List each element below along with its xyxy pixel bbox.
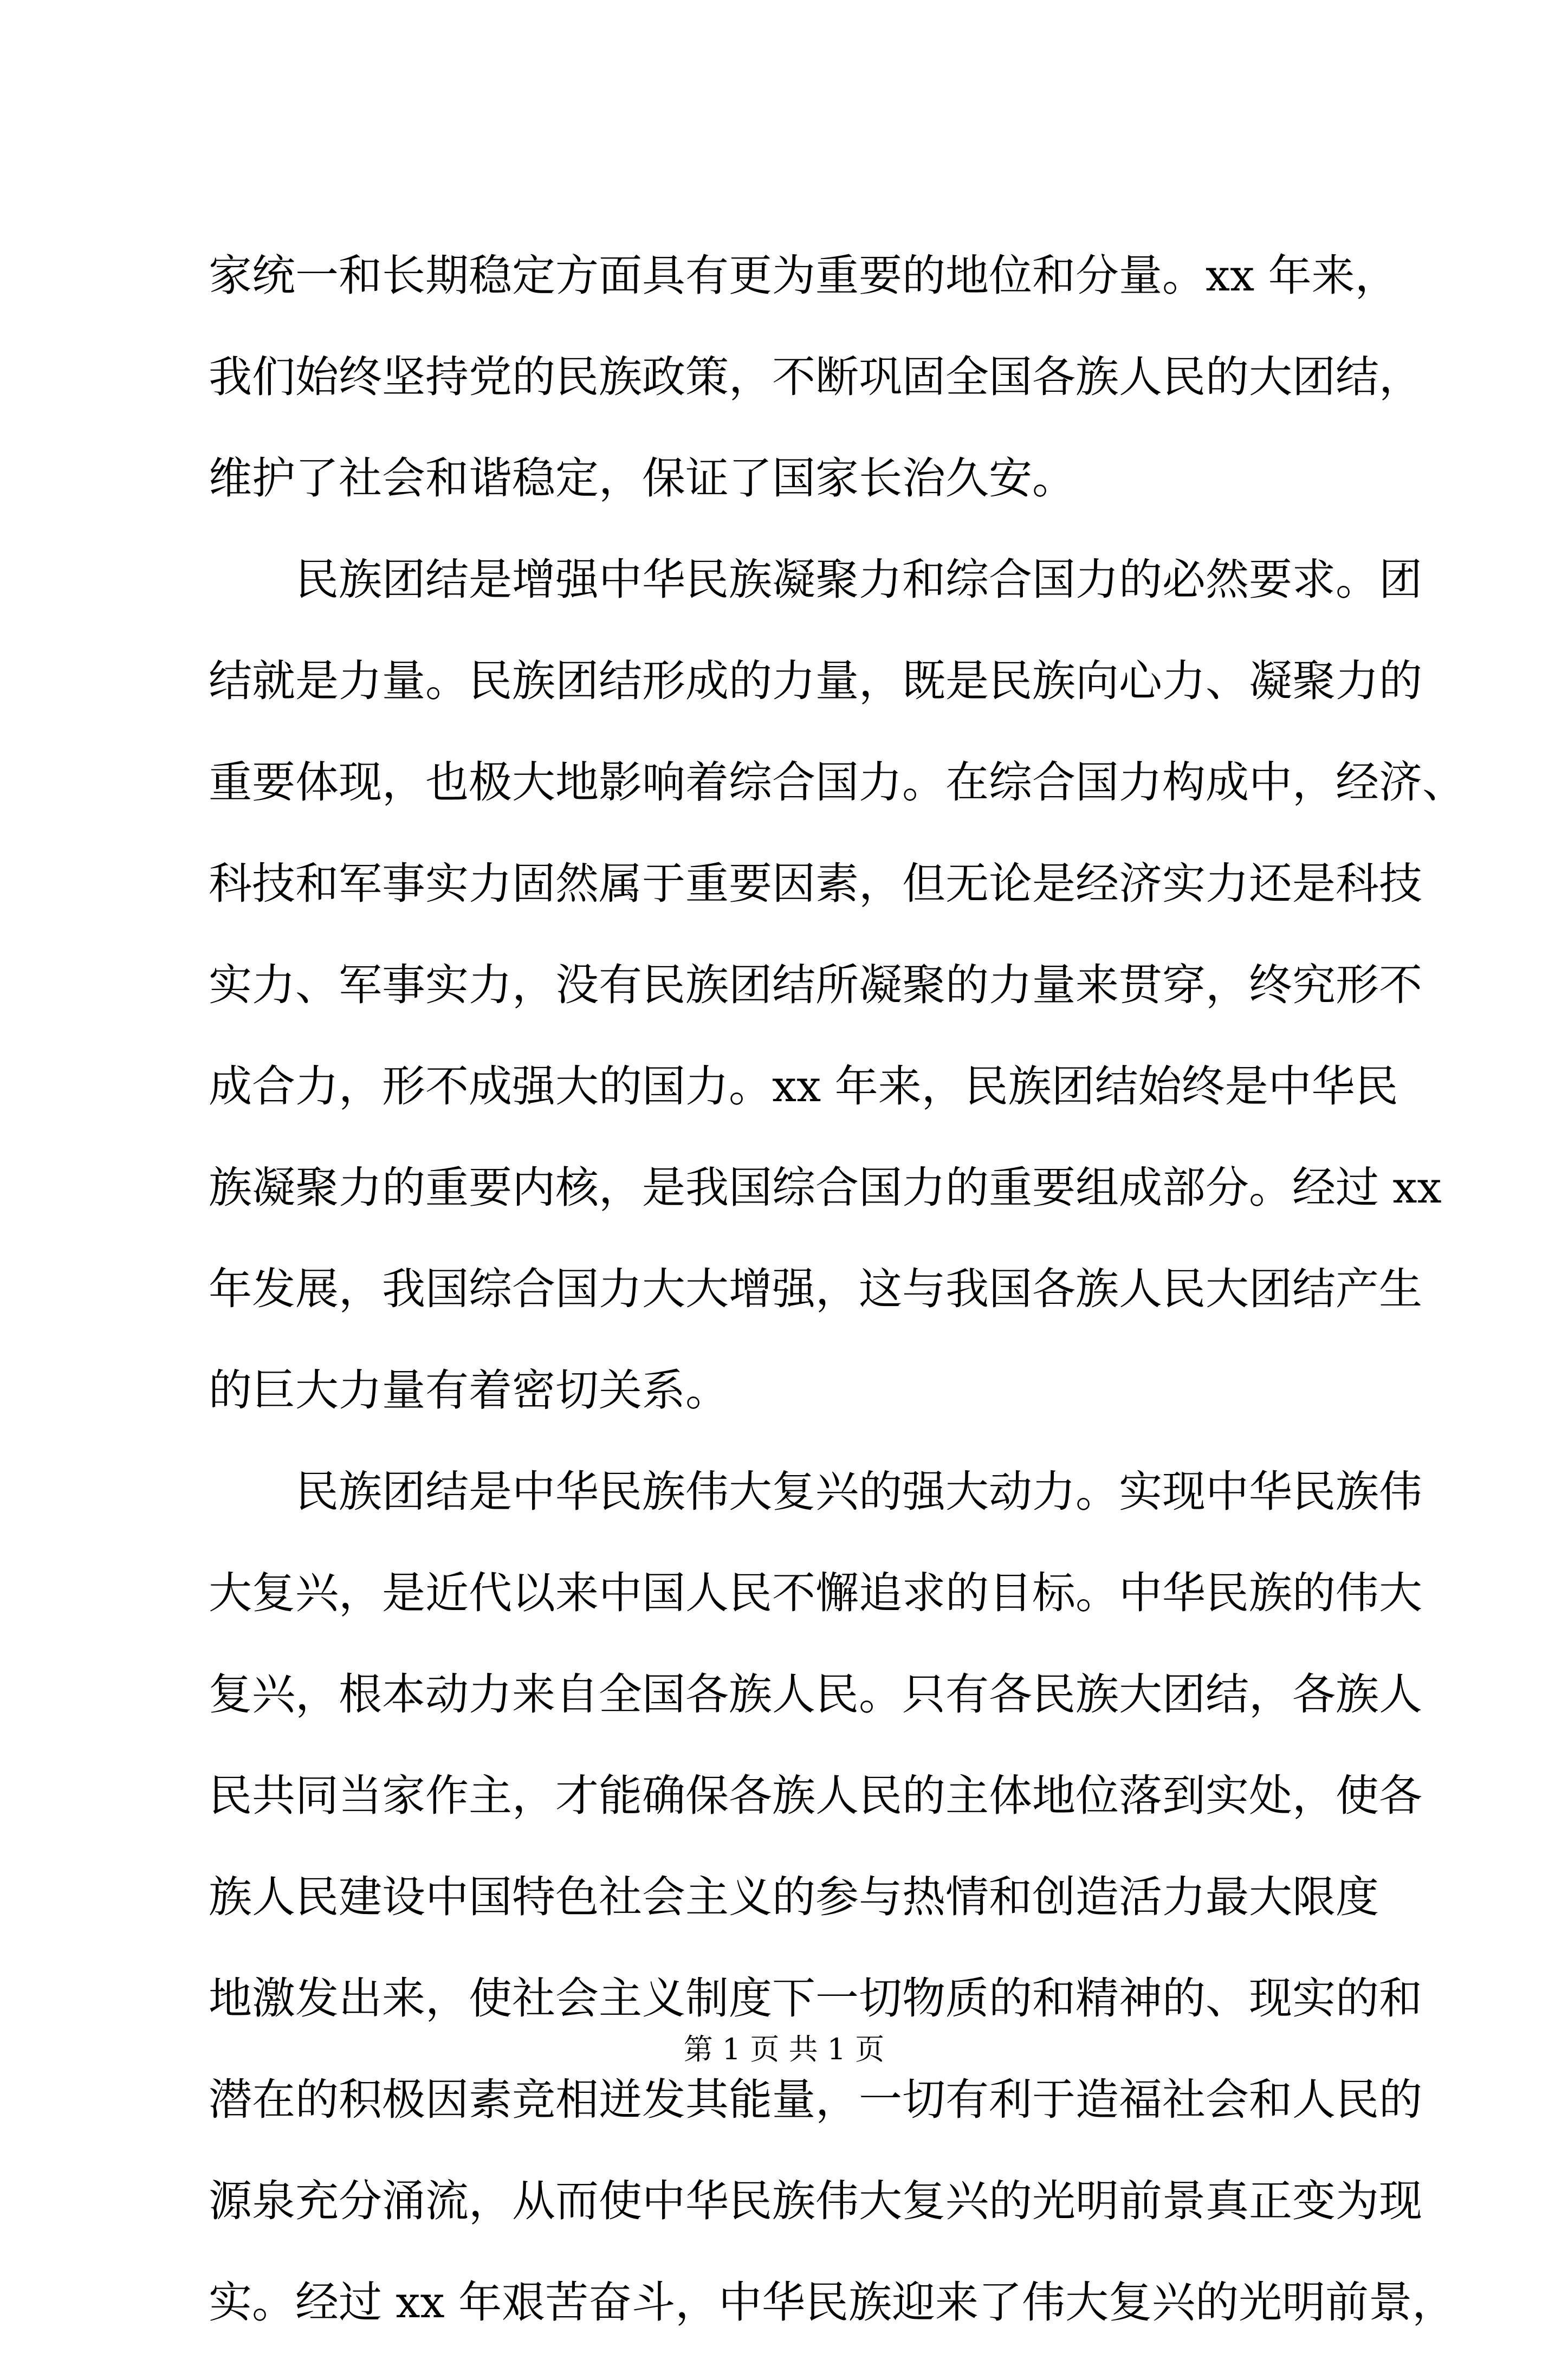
text-line: 我们始终坚持党的民族政策，不断巩固全国各族人民的大团结， bbox=[209, 352, 1422, 402]
page-number-footer: 第 1 页 共 1 页 bbox=[683, 2032, 885, 2066]
text-line: 结就是力量。民族团结形成的力量，既是民族向心力、凝聚力的 bbox=[209, 656, 1422, 706]
text-line: 大复兴，是近代以来中国人民不懈追求的目标。中华民族的伟大 bbox=[209, 1568, 1422, 1618]
text-line: 年发展，我国综合国力大大增强，这与我国各族人民大团结产生 bbox=[209, 1264, 1422, 1314]
text-line: 源泉充分涌流，从而使中华民族伟大复兴的光明前景真正变为现 bbox=[209, 2176, 1422, 2226]
text-line: 家统一和长期稳定方面具有更为重要的地位和分量。xx 年来， bbox=[209, 250, 1398, 301]
text-line: 实力、军事实力，没有民族团结所凝聚的力量来贯穿，终究形不 bbox=[209, 960, 1422, 1010]
text-line: 族凝聚力的重要内核，是我国综合国力的重要组成部分。经过 xx bbox=[209, 1162, 1442, 1213]
text-line: 民族团结是增强中华民族凝聚力和综合国力的必然要求。团 bbox=[295, 554, 1422, 605]
text-line: 重要体现，也极大地影响着综合国力。在综合国力构成中，经济、 bbox=[209, 757, 1466, 807]
text-line: 族人民建设中国特色社会主义的参与热情和创造活力最大限度 bbox=[209, 1872, 1379, 1922]
text-line: 地激发出来，使社会主义制度下一切物质的和精神的、现实的和 bbox=[209, 1973, 1422, 2024]
text-line: 复兴，根本动力来自全国各族人民。只有各民族大团结，各族人 bbox=[209, 1669, 1422, 1720]
paragraph-1 bbox=[209, 225, 1422, 529]
text-line: 科技和军事实力固然属于重要因素，但无论是经济实力还是科技 bbox=[209, 858, 1422, 909]
text-line: 潜在的积极因素竞相迸发其能量，一切有利于造福社会和人民的 bbox=[209, 2074, 1422, 2125]
text-line: 成合力，形不成强大的国力。xx 年来，民族团结始终是中华民 bbox=[209, 1061, 1398, 1111]
paragraph-2 bbox=[209, 529, 1466, 1441]
text-line: 民共同当家作主，才能确保各族人民的主体地位落到实处，使各 bbox=[209, 1770, 1422, 1821]
text-line: 实。经过 xx 年艰苦奋斗，中华民族迎来了伟大复兴的光明前景， bbox=[209, 2277, 1456, 2328]
text-line: 民族团结是中华民族伟大复兴的强大动力。实现中华民族伟 bbox=[295, 1466, 1422, 1517]
text-line: 的巨大力量有着密切关系。 bbox=[209, 1365, 729, 1415]
paragraph-3 bbox=[209, 1441, 1456, 2353]
text-line: 维护了社会和谐稳定，保证了国家长治久安。 bbox=[209, 453, 1075, 503]
